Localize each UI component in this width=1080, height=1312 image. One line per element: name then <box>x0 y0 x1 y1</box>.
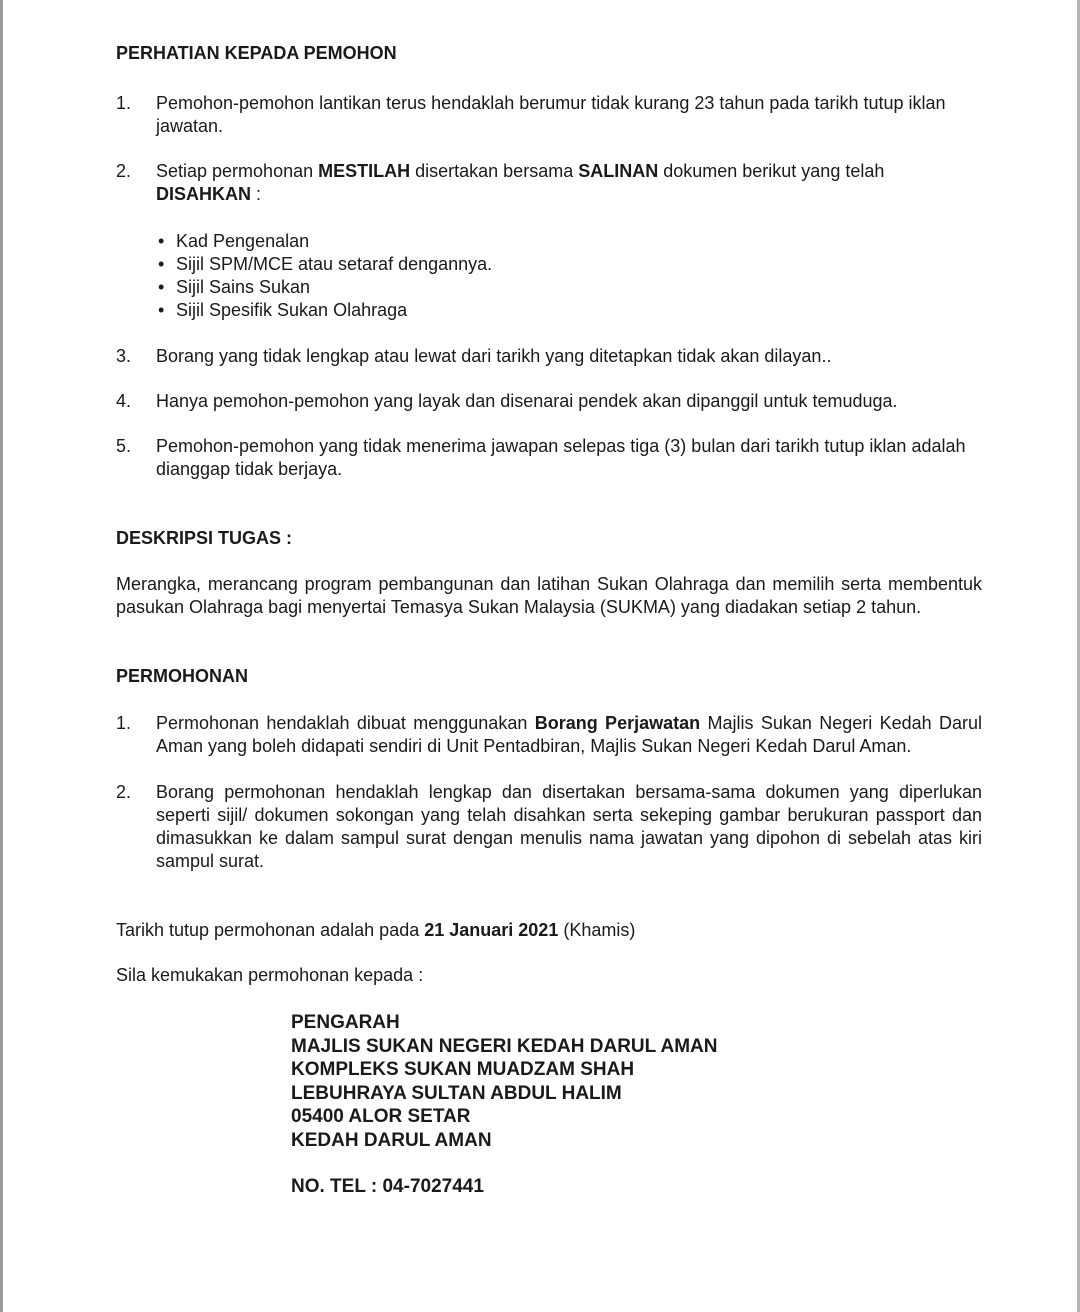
application-item-2 <box>116 781 982 873</box>
item-text-part: Permohonan hendaklah dibuat menggunakan <box>156 713 535 733</box>
item-text-bold: DISAHKAN <box>156 184 252 204</box>
attention-list <box>116 92 982 481</box>
application-list <box>116 712 982 873</box>
item-text: Borang yang tidak lengkap atau lewat dari tarikh yang ditetapkan tidak akan dilayan.. <box>156 346 832 366</box>
closing-date: 21 Januari 2021 <box>424 920 559 940</box>
closing-day: (Khamis) <box>558 920 636 940</box>
item-number: 3. <box>116 346 132 366</box>
item-text: Pemohon-pemohon yang tidak menerima jawapan selepas tiga (3) bulan dari tarikh tutup iklan adalah dianggap tidak berjaya. <box>156 436 966 479</box>
item-text: Hanya pemohon-pemohon yang layak dan disenarai pendek akan dipanggil untuk temuduga. <box>156 391 898 411</box>
application-heading: PERMOHONAN <box>116 666 249 686</box>
bullet-item: • Sijil Sains Sukan <box>156 276 982 299</box>
duties-heading: DESKRIPSI TUGAS : <box>116 528 293 548</box>
item-number: 1. <box>116 93 132 113</box>
item-text-bold: MESTILAH <box>318 161 411 181</box>
item-number: 1. <box>116 713 132 733</box>
application-item-1 <box>116 712 982 758</box>
item-number: 5. <box>116 436 132 456</box>
address-line: LEBUHRAYA SULTAN ABDUL HALIM <box>291 1082 622 1104</box>
document-page <box>116 42 982 1199</box>
address-line: KEDAH DARUL AMAN <box>291 1129 492 1151</box>
page-border-left <box>0 0 3 1312</box>
item-text-part: disertakan bersama <box>410 161 579 181</box>
attention-item-3 <box>116 345 982 368</box>
item-text-part: Majlis Sukan Negeri Kedah Darul Aman yang boleh didapati sendiri di Unit Pentadbiran, Majlis Sukan Negeri Kedah Darul Aman. <box>156 713 983 756</box>
required-documents-list <box>156 230 982 322</box>
item-text: Pemohon-pemohon lantikan terus hendaklah berumur tidak kurang 23 tahun pada tarikh tutup iklan jawatan. <box>156 93 946 136</box>
item-text-part: dokumen berikut yang telah <box>658 161 885 181</box>
bullet-item: • Sijil SPM/MCE atau setaraf dengannya. <box>156 253 982 276</box>
item-text: Borang permohonan hendaklah lengkap dan disertakan bersama-sama dokumen yang diperlukan seperti sijil/ dokumen sokongan yang telah disahkan serta sekeping gambar berukuran passport dan dimasukkan ke dalam sampul surat dengan menulis nama jawatan yang dipohon di sebelah atas kiri sampul surat. <box>156 782 982 871</box>
item-text-bold: SALINAN <box>578 161 659 181</box>
attention-item-1 <box>116 92 982 138</box>
submit-to-line: Sila kemukakan permohonan kepada : <box>116 965 424 985</box>
attention-heading: PERHATIAN KEPADA PEMOHON <box>116 43 397 63</box>
address-line: KOMPLEKS SUKAN MUADZAM SHAH <box>291 1059 635 1080</box>
item-number: 2. <box>116 782 132 802</box>
attention-item-2 <box>116 160 982 322</box>
closing-text: Tarikh tutup permohonan adalah pada <box>116 920 425 940</box>
item-text-bold: Borang Perjawatan <box>534 713 701 733</box>
address-line: PENGARAH <box>291 1012 400 1033</box>
address-line: MAJLIS SUKAN NEGERI KEDAH DARUL AMAN <box>291 1035 718 1057</box>
item-number: 2. <box>116 161 132 181</box>
duties-text: Merangka, merancang program pembangunan dan latihan Sukan Olahraga dan memilih serta membentuk pasukan Olahraga bagi menyertai Temasya Sukan Malaysia (SUKMA) yang diadakan setiap 2 tahun. <box>116 574 982 617</box>
item-number: 4. <box>116 391 132 411</box>
attention-item-5 <box>116 435 982 481</box>
phone-number: NO. TEL : 04-7027441 <box>291 1176 484 1197</box>
address-line: 05400 ALOR SETAR <box>291 1106 471 1127</box>
bullet-item: • Sijil Spesifik Sukan Olahraga <box>156 299 982 322</box>
bullet-item: • Kad Pengenalan <box>156 230 982 253</box>
address-block <box>291 1011 982 1199</box>
item-text-part: : <box>251 184 262 204</box>
attention-item-4 <box>116 390 982 413</box>
closing-date-line <box>116 919 982 942</box>
item-text-part: Setiap permohonan <box>156 161 319 181</box>
